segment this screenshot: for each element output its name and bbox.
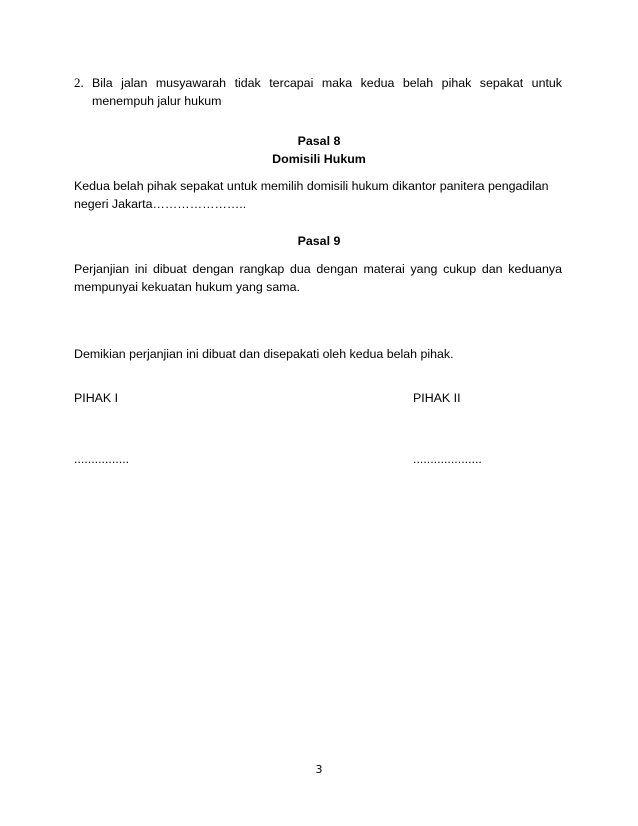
item-text-line-1: Bila jalan musyawarah tidak tercapai maka kedua belah pihak sepakat untuk	[92, 76, 562, 90]
item-text-line-2: menempuh jalur hukum	[92, 94, 222, 108]
clause-item-2	[74, 74, 562, 110]
page-number: 3	[315, 763, 323, 776]
pasal-9-line-1: Perjanjian ini dibuat dengan rangkap dua dengan materai yang cukup dan keduanya	[74, 262, 562, 276]
pasal-9-paragraph	[74, 260, 562, 296]
party-1-signature-line: ................	[74, 452, 130, 466]
party-2-label: PIHAK II	[413, 391, 461, 405]
pasal-8-line-2: negeri Jakarta…………………..	[74, 197, 247, 211]
party-2-signature-line: ....................	[413, 452, 482, 466]
party-1-label: PIHAK I	[74, 391, 119, 405]
pasal-9-line-2: mempunyai kekuatan hukum yang sama.	[74, 280, 300, 294]
item-number: 2.	[74, 75, 84, 90]
closing-statement: Demikian perjanjian ini dibuat dan disepakati oleh kedua belah pihak.	[74, 347, 454, 361]
pasal-8-subtitle: Domisili Hukum	[272, 152, 366, 166]
pasal-8-line-1: Kedua belah pihak sepakat untuk memilih domisili hukum dikantor panitera pengadilan	[74, 179, 549, 193]
pasal-8-paragraph	[74, 177, 562, 213]
pasal-8-title: Pasal 8	[297, 134, 341, 148]
item-text	[92, 74, 562, 110]
pasal-9-title: Pasal 9	[297, 234, 341, 248]
